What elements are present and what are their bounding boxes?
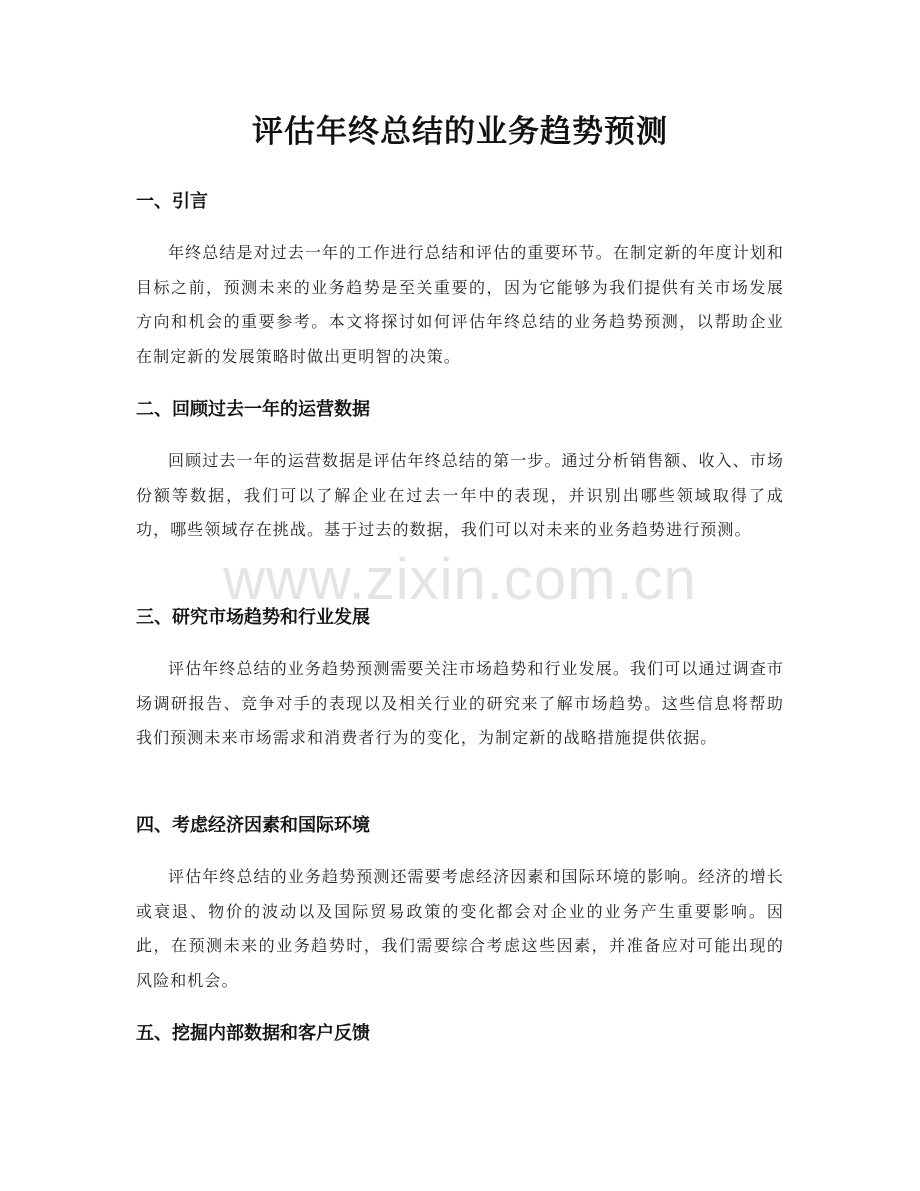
document-title: 评估年终总结的业务趋势预测 xyxy=(252,114,668,150)
section-internal-data xyxy=(136,1020,784,1048)
section-heading: 一、引言 xyxy=(136,191,208,212)
section-economic-factors xyxy=(136,812,784,998)
watermark-text: www.zixin.com.cn xyxy=(223,547,697,612)
section-operating-data xyxy=(136,396,784,548)
section-heading: 五、挖掘内部数据和客户反馈 xyxy=(136,1023,370,1044)
section-heading: 三、研究市场趋势和行业发展 xyxy=(136,607,370,628)
section-heading: 四、考虑经济因素和国际环境 xyxy=(136,815,370,836)
section-paragraph: 评估年终总结的业务趋势预测还需要考虑经济因素和国际环境的影响。经济的增长或衰退、物价的波动以及国际贸易政策的变化都会对企业的业务产生重要影响。因此，在预测未来的业务趋势时，我们需要综合考虑这些因素，并准备应对可能出现的风险和机会。 xyxy=(136,867,784,990)
section-heading: 二、回顾过去一年的运营数据 xyxy=(136,399,370,420)
section-paragraph: 年终总结是对过去一年的工作进行总结和评估的重要环节。在制定新的年度计划和目标之前，预测未来的业务趋势是至关重要的，因为它能够为我们提供有关市场发展方向和机会的重要参考。本文将探讨如何评估年终总结的业务趋势预测，以帮助企业在制定新的发展策略时做出更明智的决策。 xyxy=(136,243,784,366)
section-market-trends xyxy=(136,604,784,756)
section-introduction xyxy=(136,188,784,374)
section-paragraph: 评估年终总结的业务趋势预测需要关注市场趋势和行业发展。我们可以通过调查市场调研报告、竞争对手的表现以及相关行业的研究来了解市场趋势。这些信息将帮助我们预测未来市场需求和消费者行为的变化，为制定新的战略措施提供依据。 xyxy=(136,659,784,747)
section-paragraph: 回顾过去一年的运营数据是评估年终总结的第一步。通过分析销售额、收入、市场份额等数据，我们可以了解企业在过去一年中的表现，并识别出哪些领域取得了成功，哪些领域存在挑战。基于过去的数据，我们可以对未来的业务趋势进行预测。 xyxy=(136,451,784,539)
